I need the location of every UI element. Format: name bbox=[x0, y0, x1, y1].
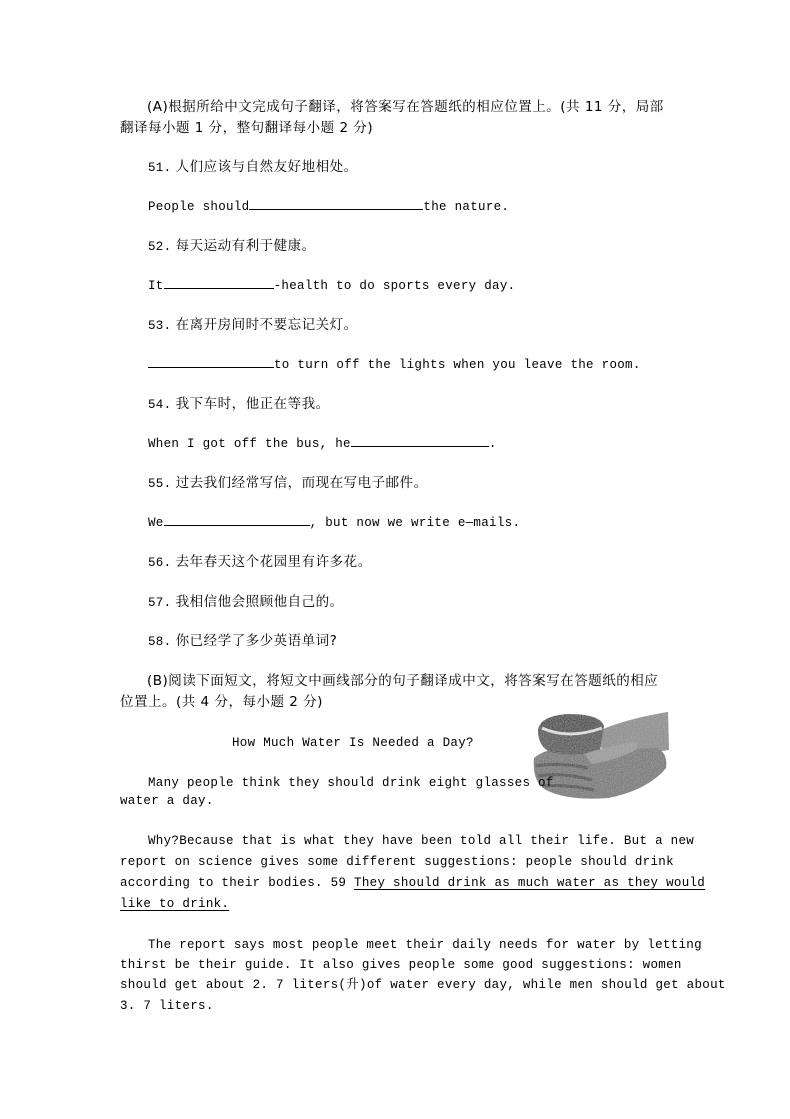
question-number: 52. bbox=[148, 240, 172, 254]
answer-blank[interactable] bbox=[148, 355, 274, 368]
answer-text-after: the nature. bbox=[423, 200, 510, 214]
question-55 bbox=[148, 473, 428, 494]
answer-line-54 bbox=[148, 434, 497, 454]
section-a-instruction-line2: 翻译每小题 1 分，整句翻译每小题 2 分) bbox=[120, 120, 374, 136]
paragraph-3-line-1: The report says most people meet their daily needs for water by letting bbox=[148, 938, 702, 952]
paragraph-3-line-2: thirst be their guide. It also gives people some good suggestions: women bbox=[120, 958, 682, 972]
question-56 bbox=[148, 552, 372, 573]
paragraph-2-line-3 bbox=[120, 873, 705, 893]
paragraph-2-line-4 bbox=[120, 894, 229, 914]
question-chinese: 每天运动有利于健康。 bbox=[175, 238, 316, 254]
question-number: 56. bbox=[148, 556, 172, 570]
question-57 bbox=[148, 592, 344, 613]
paragraph-2-line-2: report on science gives some different suggestions: people should drink bbox=[120, 855, 674, 869]
answer-text-after: , but now we write e—mails. bbox=[309, 516, 521, 530]
underlined-sentence-59-cont: like to drink. bbox=[120, 897, 230, 911]
question-54 bbox=[148, 394, 330, 415]
paragraph-2-text-before: according to their bodies. 59 bbox=[120, 876, 355, 890]
answer-text-before: People should bbox=[148, 200, 250, 214]
question-number: 55. bbox=[148, 477, 172, 491]
answer-line-51 bbox=[148, 197, 509, 217]
answer-line-53 bbox=[148, 355, 641, 375]
section-b-instruction-line1: (B)阅读下面短文，将短文中画线部分的句子翻译成中文，将答案写在答题纸的相应 bbox=[147, 673, 659, 689]
answer-text-after: to turn off the lights when you leave the room. bbox=[274, 358, 641, 372]
section-a-instruction-line1: (A)根据所给中文完成句子翻译，将答案写在答题纸的相应位置上。(共 11 分，局部 bbox=[147, 99, 664, 115]
answer-text-after: -health to do sports every day. bbox=[273, 279, 516, 293]
question-58 bbox=[148, 631, 337, 652]
question-chinese: 我下车时，他正在等我。 bbox=[175, 396, 330, 412]
underlined-sentence-59: They should drink as much water as they would bbox=[354, 876, 706, 890]
question-number: 57. bbox=[148, 596, 172, 610]
question-chinese: 去年春天这个花园里有许多花。 bbox=[175, 554, 372, 570]
answer-text-after: . bbox=[488, 437, 497, 451]
answer-text-before: We bbox=[148, 516, 164, 530]
passage-title: How Much Water Is Needed a Day? bbox=[232, 736, 474, 750]
answer-line-52 bbox=[148, 276, 515, 296]
question-chinese: 人们应该与自然友好地相处。 bbox=[175, 159, 358, 175]
paragraph-2-line-1: Why?Because that is what they have been told all their life. But a new bbox=[148, 834, 695, 848]
section-b-instruction-line2: 位置上。(共 4 分，每小题 2 分) bbox=[120, 694, 323, 710]
paragraph-1-line-2: water a day. bbox=[120, 794, 214, 808]
question-chinese: 在离开房间时不要忘记关灯。 bbox=[175, 317, 358, 333]
question-number: 53. bbox=[148, 319, 172, 333]
question-number: 54. bbox=[148, 398, 172, 412]
question-chinese: 你已经学了多少英语单词? bbox=[175, 633, 338, 649]
answer-line-55 bbox=[148, 513, 520, 533]
paragraph-1-line-1: Many people think they should drink eight glasses of bbox=[148, 776, 554, 790]
answer-blank[interactable] bbox=[164, 513, 310, 526]
question-chinese: 过去我们经常写信，而现在写电子邮件。 bbox=[175, 475, 428, 491]
paragraph-3-line-3: should get about 2. 7 liters(升)of water every day, while men should get about bbox=[120, 978, 726, 992]
answer-blank[interactable] bbox=[164, 276, 274, 289]
paragraph-3-line-4: 3. 7 liters. bbox=[120, 999, 214, 1013]
answer-text-before: It bbox=[148, 279, 164, 293]
question-chinese: 我相信他会照顾他自己的。 bbox=[175, 594, 344, 610]
question-number: 58. bbox=[148, 635, 172, 649]
question-53 bbox=[148, 315, 358, 336]
answer-blank[interactable] bbox=[351, 434, 489, 447]
question-number: 51. bbox=[148, 161, 172, 175]
question-52 bbox=[148, 236, 316, 257]
question-51 bbox=[148, 157, 358, 178]
answer-blank[interactable] bbox=[249, 197, 423, 210]
answer-text-before: When I got off the bus, he bbox=[148, 437, 351, 451]
